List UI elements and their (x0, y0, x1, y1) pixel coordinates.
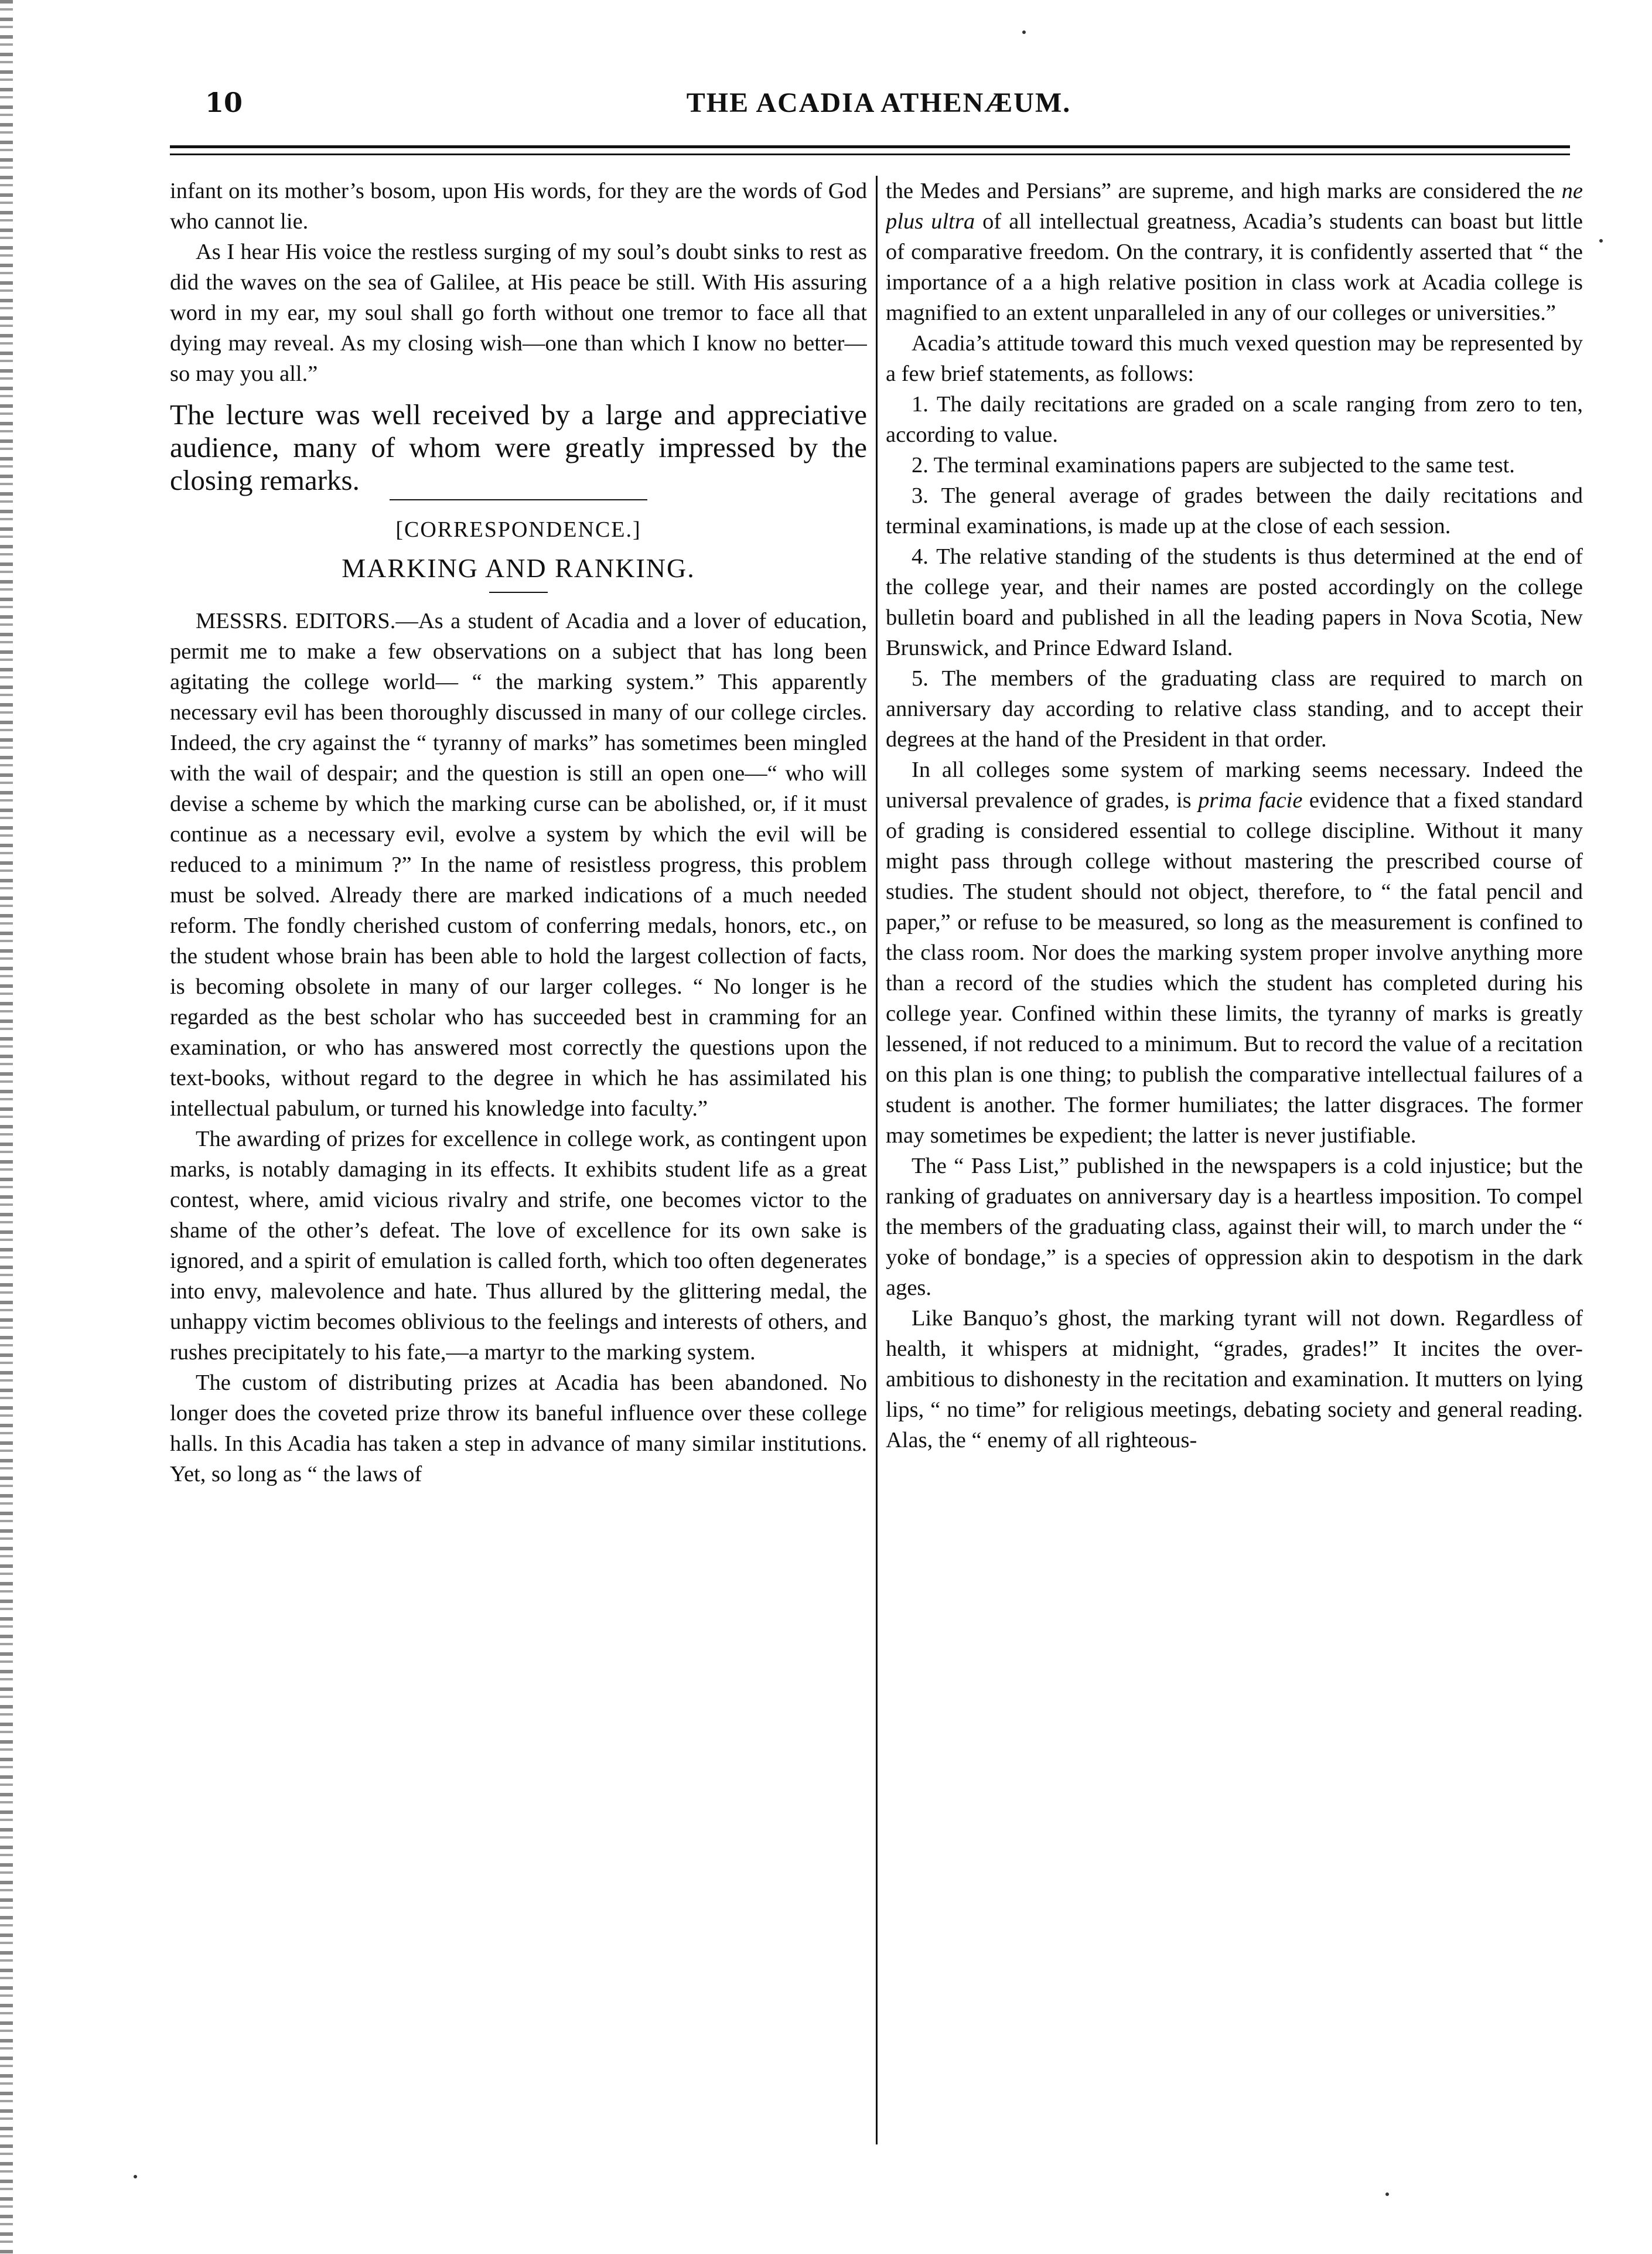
paragraph-text: evidence that a fixed standard of grading is considered essential to college discipline. Without it many might pass through college without mastering the prescribed course of studies. The student should not object, therefore, to “ the fatal pencil and paper,” or refuse to be measured, so long as the measurement is confined to the class room. Nor does the marking system proper involve anything more than a record of the studies which the student has completed during his college year. Confined within these limits, the tyranny of marks is greatly lessened, if not reduced to a minimum. But to record the value of a recitation on this plan is one thing; to publish the comparative intellectual failures of a student is another. The former humiliates; the latter disgraces. The former may sometimes be expedient; the latter is never justifiable. (886, 788, 1583, 1148)
paragraph-text: In all colleges some system of marking seems necessary. Indeed the universal prevalence of grades, is (886, 758, 1583, 813)
paragraph: The custom of distributing prizes at Acadia has been abandoned. No longer does the coveted prize throw its baneful influence over these college halls. In this Acadia has taken a step in advance of many similar institutions. Yet, so long as “ the laws of (170, 1370, 867, 1486)
list-item: 3. The general average of grades between the daily recitations and terminal examinations, is made up at the close of each session. (886, 483, 1583, 538)
italic-phrase: ne plus ultra (886, 179, 1583, 234)
paragraph: infant on its mother’s bosom, upon His words, for they are the words of God who cannot lie. (170, 179, 867, 234)
print-speck (134, 2175, 137, 2178)
paragraph: As I hear His voice the restless surging of my soul’s doubt sinks to rest as did the waves on the sea of Galilee, at His peace be still. With His assuring word in my ear, my soul shall go forth without one tremor to face all that dying may reveal. As my closing wish—one than which I know no better—so may you all.” (170, 240, 867, 386)
page-header (170, 87, 1588, 128)
heading-rule (489, 592, 548, 593)
paragraph (886, 755, 1583, 1151)
print-speck (1599, 239, 1603, 243)
right-column (886, 176, 1583, 2144)
print-speck (1385, 2192, 1389, 2196)
closing-remark: The lecture was well received by a large and appreciative audience, many of whom were greatly impressed by the closing remarks. (170, 398, 867, 496)
paragraph: The “ Pass List,” published in the newspapers is a cold injustice; but the ranking of graduates on anniversary day is a heartless imposition. To compel the members of the graduating class, against their will, to march under the “ yoke of bondage,” is a species of oppression akin to despotism in the dark ages. (886, 1154, 1583, 1300)
header-rule-thick (170, 145, 1570, 148)
salutation: MESSRS. EDITORS. (196, 609, 396, 633)
paragraph-text: —As a student of Acadia and a lover of education, permit me to make a few observations on a subject that has long been agitating the college world— “ the marking system.” This apparently necessary evil has been thoroughly discussed in many of our college circles. Indeed, the cry against the “ tyranny of marks” has sometimes been mingled with the wail of despair; and the question is still an open one—“ who will devise a scheme by which the marking curse can be abolished, or, if it must continue as a necessary evil, evolve a system by which the evil will be reduced to a minimum ?” In the name of resistless progress, this problem must be solved. Already there are marked indications of a much needed reform. The fondly cherished custom of conferring medals, honors, etc., on the student whose brain has been able to hold the largest collection of facts, is becoming obsolete in many of our larger colleges. “ No longer is he regarded as the best scholar who has succeeded best in cramming for an examination, or who has answered most correctly the questions upon the text-books, without regard to the degree in which he has assimilated his intellectual pabulum, or turned his knowledge into faculty.” (170, 609, 867, 1121)
list-item: 2. The terminal examinations papers are subjected to the same test. (912, 453, 1515, 478)
column-divider (876, 176, 878, 2144)
separator-rule (390, 499, 647, 500)
paragraph-text: of all intellectual greatness, Acadia’s students can boast but little of comparative freedom. On the contrary, it is confidently asserted that “ the importance of a a high relative position in class work at Acadia college is magnified to an extent unparalleled in any of our colleges or universities.” (886, 209, 1583, 325)
list-item: 5. The members of the graduating class are required to march on anniversary day according to relative class standing, and to accept their degrees at the hand of the President in that order. (886, 666, 1583, 752)
paragraph (886, 176, 1583, 328)
list-item: 4. The relative standing of the students is thus determined at the end of the college year, and their names are posted accordingly on the college bulletin board and published in all the leading papers in Nova Scotia, New Brunswick, and Prince Edward Island. (886, 544, 1583, 660)
paragraph: Like Banquo’s ghost, the marking tyrant will not down. Regardless of health, it whispers at midnight, “grades, grades!” It incites the over-ambitious to dishonesty in the recitation and examination. It mutters on lying lips, “ no time” for religious meetings, debating society and general reading. Alas, the “ enemy of all righteous- (886, 1306, 1583, 1452)
article-heading: MARKING AND RANKING. (342, 553, 695, 583)
paragraph: The awarding of prizes for excellence in college work, as contingent upon marks, is notably damaging in its effects. It exhibits student life as a great contest, where, amid vicious rivalry and strife, one becomes victor to the shame of the other’s defeat. The love of excellence for its own sake is ignored, and a spirit of emulation is called forth, which too often degenerates into envy, malevolence and hate. Thus allured by the glittering medal, the unhappy victim becomes oblivious to the feelings and interests of others, and rushes precipitately to his fate,—a martyr to the marking system. (170, 1127, 867, 1365)
paragraph-text: the Medes and Persians” are supreme, and high marks are considered the (886, 179, 1562, 203)
running-title: THE ACADIA ATHENÆUM. (686, 87, 1071, 118)
paragraph: Acadia’s attitude toward this much vexed question may be represented by a few brief statements, as follows: (886, 331, 1583, 386)
page-binding-edge (0, 0, 13, 2254)
left-column (170, 176, 867, 2144)
header-rule-thin (170, 154, 1570, 155)
section-label: [CORRESPONDENCE.] (395, 517, 641, 542)
paragraph (170, 606, 867, 1124)
print-speck (1022, 30, 1026, 34)
list-item: 1. The daily recitations are graded on a scale ranging from zero to ten, according to value. (886, 392, 1583, 447)
italic-phrase: prima facie (1198, 788, 1303, 813)
page-number: 10 (205, 87, 243, 118)
